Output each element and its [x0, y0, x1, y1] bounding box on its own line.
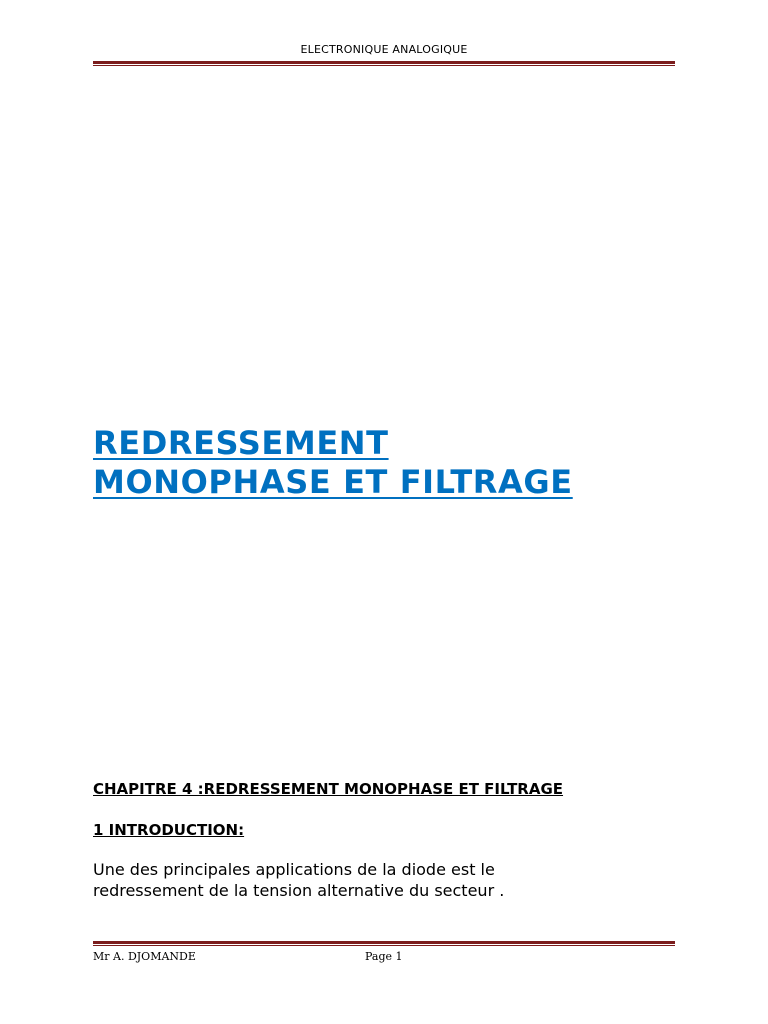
header-title: ELECTRONIQUE ANALOGIQUE [300, 43, 468, 56]
footer-rule [93, 941, 675, 946]
document-title-line-1: REDRESSEMENT [93, 424, 389, 462]
paragraph-line-1: Une des principales applications de la diode est le [93, 860, 495, 879]
footer-page-number: Page 1 [365, 950, 403, 963]
document-title [93, 424, 713, 502]
footer-author: Mr A. DJOMANDE [93, 950, 196, 963]
chapter-heading: CHAPITRE 4 :REDRESSEMENT MONOPHASE ET FILTRAGE [93, 780, 564, 798]
header-rule [93, 61, 675, 66]
document-title-line-2: MONOPHASE ET FILTRAGE [93, 463, 573, 501]
section-heading: 1 INTRODUCTION: [93, 821, 245, 839]
paragraph-line-2: redressement de la tension alternative du secteur . [93, 881, 505, 900]
intro-paragraph [93, 859, 653, 901]
